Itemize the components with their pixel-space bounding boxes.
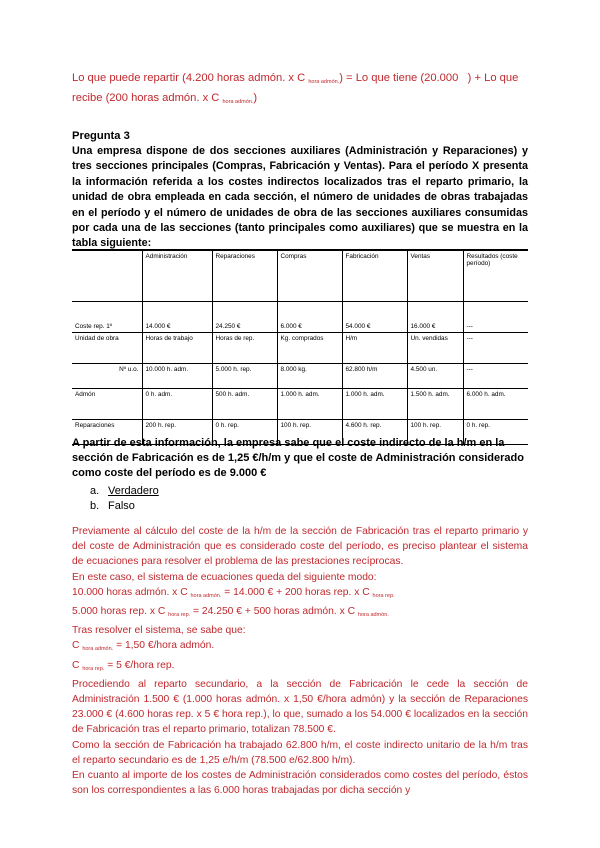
solution-paragraph: En cuanto al importe de los costes de Administración considerados como costes del período, éstos son los correspondientes a las 6.000 horas trabajadas por dicha sección y [72, 770, 528, 797]
result-2: C $_{hora rep.}$ = 5 €/hora rep. [72, 659, 175, 672]
table-cell: --- [463, 302, 528, 333]
table-cell: 1.000 h. adm. [342, 389, 407, 420]
table-cell: 0 h. adm. [142, 389, 212, 420]
table-cell: 6.000 € [277, 302, 342, 333]
option-b[interactable] [90, 499, 159, 514]
table-cell: 8.000 kg. [277, 364, 342, 389]
table-cell: 5.000 h. rep. [212, 364, 277, 389]
table-row [72, 333, 528, 364]
table-cell: Un. vendidas [407, 333, 463, 364]
option-label: Falso [108, 500, 135, 512]
table-header-cell: Ventas [407, 250, 463, 302]
table-row [72, 389, 528, 420]
question-statement: A partir de esta información, la empresa sabe que el coste indirecto de la h/m en la sección de Fabricación es de 1,25 €/h/m y que el coste de Administración considerado como coste del período es de 9.000 € [72, 437, 524, 479]
table-row [72, 364, 528, 389]
table-cell: 16.000 € [407, 302, 463, 333]
question-text: Una empresa dispone de dos secciones auxiliares (Administración y Reparaciones) y tres secciones principales (Compras, Fabricación y Ventas). Para el período X presenta la información referida a los costes indirectos localizados tras el reparto primario, la unidad de obra empleada en cada sección, el número de unidades de obras trabajadas en el período y el número de unidades de obra de las secciones auxiliares consumidas por cada una de las secciones (tanto principales como auxiliares) que se muestra en la tabla siguiente: [72, 145, 528, 250]
option-letter: a. [90, 485, 100, 497]
table-cell: 500 h. adm. [212, 389, 277, 420]
table-cell: Horas de trabajo [142, 333, 212, 364]
table-cell: 10.000 h. adm. [142, 364, 212, 389]
cost-table [72, 249, 528, 445]
table-header-cell: Compras [277, 250, 342, 302]
table-cell: 200 h. rep. [142, 420, 212, 445]
solution-line: En este caso, el sistema de ecuaciones queda del siguiente modo: [72, 571, 377, 583]
intro-text-1: Lo que puede repartir (4.200 horas admón. x C [72, 72, 309, 84]
table-cell: Unidad de obra [72, 333, 142, 364]
table-cell: 62.800 h/m [342, 364, 407, 389]
table-header-cell: Reparaciones [212, 250, 277, 302]
table-header-row [72, 250, 528, 302]
table-cell: 0 h. rep. [212, 420, 277, 445]
equation-1: 10.000 horas admón. x C $_{hora admón.}$ = 14.000 € + 200 horas rep. x C $_{hora rep.}$ [72, 586, 395, 599]
table-cell: Coste rep. 1º [72, 302, 142, 333]
question-title: Pregunta 3 [72, 130, 130, 142]
table-header-cell: Administración [142, 250, 212, 302]
table-cell: Reparaciones [72, 420, 142, 445]
table-cell: 54.000 € [342, 302, 407, 333]
solution-line: Tras resolver el sistema, se sabe que: [72, 625, 246, 637]
solution [72, 524, 528, 798]
intro-paragraph [72, 70, 528, 110]
table-cell: 6.000 h. adm. [463, 389, 528, 420]
table-cell: Kg. comprados [277, 333, 342, 364]
answer-options [90, 484, 159, 514]
table-cell: 1.500 h. adm. [407, 389, 463, 420]
table-cell: 24.250 € [212, 302, 277, 333]
option-a[interactable] [90, 484, 159, 499]
option-label: Verdadero [108, 485, 159, 497]
table-cell: 100 h. rep. [277, 420, 342, 445]
table-cell: Nº u.o. [72, 364, 142, 389]
intro-text-3: ) [253, 92, 258, 104]
table-cell: 4.500 un. [407, 364, 463, 389]
table-cell: Horas de rep. [212, 333, 277, 364]
result-1: C $_{hora admón.}$ = 1,50 €/hora admón. [72, 640, 215, 653]
solution-paragraph: Procediendo al reparto secundario, a la sección de Fabricación le cede la sección de Administración 1.500 € (1.000 horas admón. x 1,50 €/hora admón) y la sección de Reparaciones 23.000 € (4.600 horas rep. x 5 € hora rep.), lo que, sumado a los 54.000 € localizados en la sección de Fabricación tras el reparto primario, totalizan 78.500 €. [72, 678, 528, 736]
table-header-cell [72, 250, 142, 302]
table-cell: 14.000 € [142, 302, 212, 333]
table-cell: 100 h. rep. [407, 420, 463, 445]
table-header-cell: Fabricación [342, 250, 407, 302]
table-cell: H/m [342, 333, 407, 364]
table-header-cell: Resultados (coste período) [463, 250, 528, 302]
table-cell: 4.600 h. rep. [342, 420, 407, 445]
option-letter: b. [90, 500, 100, 512]
solution-paragraph: Como la sección de Fabricación ha trabajado 62.800 h/m, el coste indirecto unitario de la h/m tras el reparto secundario es de 1,25 e/h/m (78.500 e/62.800 h/m). [72, 739, 528, 766]
intro-sub-1: hora admón. [308, 79, 340, 85]
intro-sub-2: hora admón. [222, 99, 254, 105]
solution-paragraph: Previamente al cálculo del coste de la h/m de la sección de Fabricación tras el reparto primario y del coste de Administración que es considerado coste del período, es preciso plantear el sistema de ecuaciones para resolver el problema de las prestaciones recíprocas. [72, 526, 528, 568]
table-cell: Admón [72, 389, 142, 420]
table-row [72, 302, 528, 333]
equation-2: 5.000 horas rep. x C $_{hora rep.}$ = 24.250 € + 500 horas admón. x C $_{hora admón.}$ [72, 606, 389, 619]
table-cell: --- [463, 364, 528, 389]
table-cell: --- [463, 333, 528, 364]
table-cell: 0 h. rep. [463, 420, 528, 445]
table-cell: 1.000 h. adm. [277, 389, 342, 420]
intro-text-2: ) = Lo que tiene (20.000 ) + Lo que recibe (200 horas admón. x C [72, 72, 519, 104]
